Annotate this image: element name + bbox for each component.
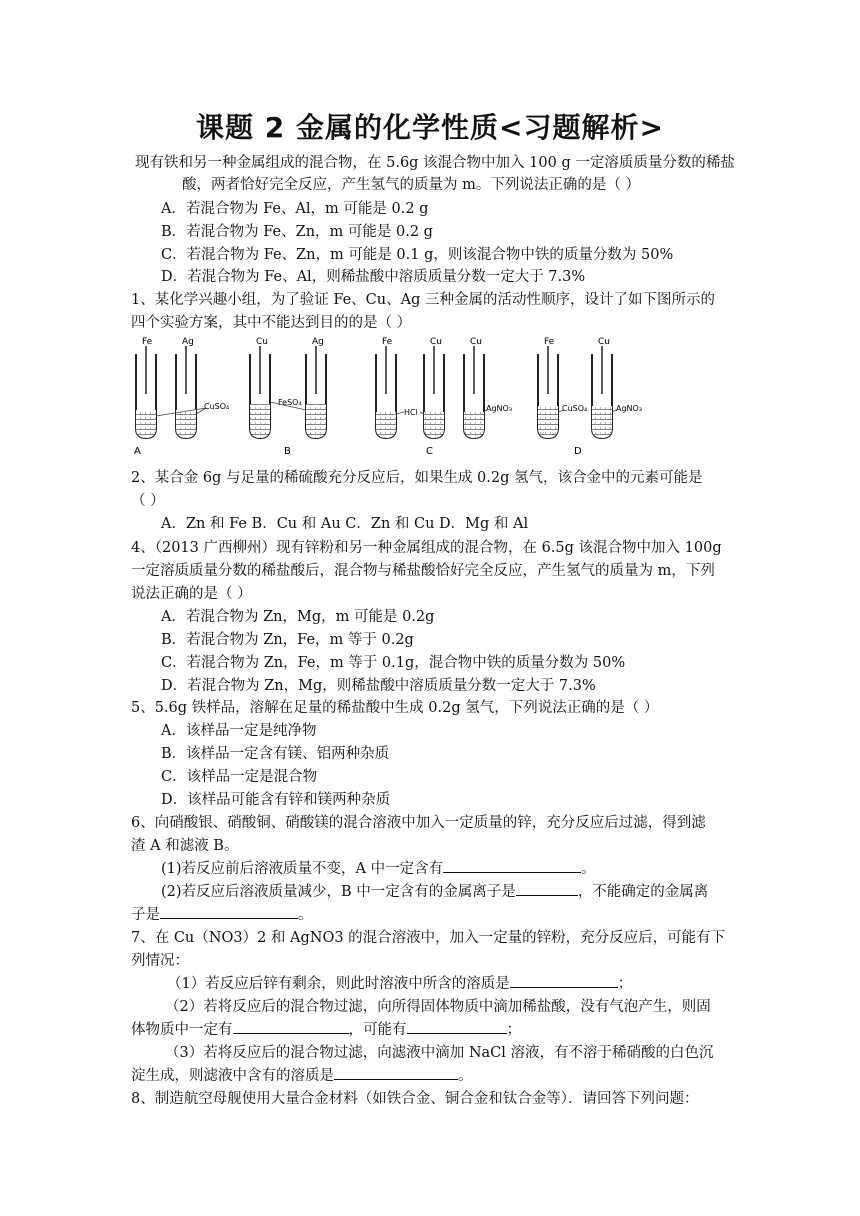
answer-blank[interactable] xyxy=(233,1019,349,1034)
q7-part-2-line-2 xyxy=(131,1019,521,1041)
intro-stem-line-2: 酸，两者恰好完全反应，产生氢气的质量为 m。下列说法正确的是（ ） xyxy=(182,177,640,193)
q7-stem-line-2: 列情况： xyxy=(131,953,189,969)
tube-label: Fe xyxy=(544,337,555,347)
q5-option-a: A．该样品一定是纯净物 xyxy=(161,723,317,739)
q7-part-1-text: （1）若反应后锌有剩余，则此时溶液中所含的溶质是 xyxy=(167,976,510,992)
q1-stem-line-1: 1、某化学兴趣小组，为了验证 Fe、Cu、Ag 三种金属的活动性顺序，设计了如下图所示的 xyxy=(131,292,715,308)
tube-label: Fe xyxy=(382,337,393,347)
answer-blank[interactable] xyxy=(160,904,298,919)
answer-blank[interactable] xyxy=(407,1019,507,1034)
answer-blank[interactable] xyxy=(510,973,618,988)
q7-part-2-line-2-text: 体物质中一定有 xyxy=(131,1022,233,1038)
q6-part-2-line-2 xyxy=(131,904,313,926)
reagent-label: AgNO₃ xyxy=(486,404,513,413)
panel-c-tubes xyxy=(376,346,486,438)
q7-part-3: （3）若将反应后的混合物过滤，向滤液中滴加 NaCl 溶液，有不溶于稀硝酸的白色沉 xyxy=(165,1045,714,1061)
tube-label: Cu xyxy=(430,337,442,347)
intro-option-d: D．若混合物为 Fe、Al，则稀盐酸中溶质质量分数一定大于 7.3% xyxy=(161,269,586,285)
q7-part-2: （2）若将反应后的混合物过滤，向所得固体物质中滴加稀盐酸，没有气泡产生，则固 xyxy=(165,999,711,1015)
q4-stem-line-3: 说法正确的是（ ） xyxy=(131,586,252,602)
q6-stem-line-1: 6、向硝酸银、硝酸铜、硝酸镁的混合溶液中加入一定质量的锌，充分反应后过滤，得到滤 xyxy=(131,815,706,831)
reagent-label: CuSO₄ xyxy=(562,404,588,413)
tube-label: Ag xyxy=(312,337,324,347)
q5-stem: 5、5.6g 铁样品，溶解在足量的稀盐酸中生成 0.2g 氢气，下列说法正确的是（ ） xyxy=(131,700,659,716)
q1-stem-line-2: 四个实验方案，其中不能达到目的的是（ ） xyxy=(131,315,412,331)
q7-part-2-line-2-end: ； xyxy=(506,1022,521,1038)
panel-label-b: B xyxy=(284,446,291,457)
q8-stem: 8、制造航空母舰使用大量合金材料（如铁合金、铜合金和钛合金等）．请回答下列问题： xyxy=(131,1091,699,1107)
intro-stem-line-1: 现有铁和另一种金属组成的混合物，在 5.6g 该混合物中加入 100 g 一定溶质质量分数的稀盐 xyxy=(135,155,735,171)
q4-option-c: C．若混合物为 Zn，Fe，m 等于 0.1g，混合物中铁的质量分数为 50% xyxy=(161,655,626,671)
tube-label: Cu xyxy=(470,337,482,347)
panel-label-d: D xyxy=(574,446,582,457)
test-tube-figure xyxy=(128,332,688,460)
q6-part-2-line-2-text: 子是 xyxy=(131,907,160,923)
q6-part-1-text: (1)若反应前后溶液质量不变，A 中一定含有 xyxy=(161,861,444,877)
q5-option-c: C．该样品一定是混合物 xyxy=(161,769,318,785)
q7-stem-line-1: 7、在 Cu（NO3）2 和 AgNO3 的混合溶液中，加入一定量的锌粉，充分反应后，可能有下 xyxy=(131,930,726,946)
intro-option-c: C．若混合物为 Fe、Zn，m 可能是 0.1 g，则该混合物中铁的质量分数为 50% xyxy=(161,247,674,263)
reagent-label: CuSO₄ xyxy=(204,402,230,411)
q6-part-2-mid: ，不能确定的金属离 xyxy=(577,884,709,900)
q4-stem-line-1: 4、（2013 广西柳州）现有锌粉和另一种金属组成的混合物，在 6.5g 该混合物中加入 100g xyxy=(131,540,722,556)
q2-stem-line-2: （ ） xyxy=(131,493,165,509)
q6-part-1 xyxy=(161,858,596,880)
q7-part-3-line-2-end: 。 xyxy=(458,1068,473,1084)
panel-label-c: C xyxy=(426,446,433,457)
q7-part-3-line-2-text: 淀生成，则滤液中含有的溶质是 xyxy=(131,1068,334,1084)
q6-part-2-line-2-end: 。 xyxy=(298,907,313,923)
tube-label: Fe xyxy=(142,337,153,347)
page-title: 课题 2 金属的化学性质<习题解析> xyxy=(196,111,664,144)
reagent-label: FeSO₄ xyxy=(278,398,302,407)
intro-option-a: A．若混合物为 Fe、Al，m 可能是 0.2 g xyxy=(161,201,429,217)
panel-a-tubes xyxy=(136,346,206,438)
q7-part-1 xyxy=(167,973,632,995)
q5-option-b: B．该样品一定含有镁、铝两种杂质 xyxy=(161,746,390,762)
q4-stem-line-2: 一定溶质质量分数的稀盐酸后，混合物与稀盐酸恰好完全反应，产生氢气的质量为 m，下列 xyxy=(131,563,715,579)
q7-part-2-line-2-mid: ，可能有 xyxy=(348,1022,407,1038)
q6-part-1-end: 。 xyxy=(581,861,596,877)
q6-stem-line-2: 渣 A 和滤液 B。 xyxy=(131,838,239,854)
q4-option-d: D．若混合物为 Zn，Mg，则稀盐酸中溶质质量分数一定大于 7.3% xyxy=(161,678,596,694)
answer-blank[interactable] xyxy=(516,881,578,896)
q4-option-b: B．若混合物为 Zn，Fe，m 等于 0.2g xyxy=(161,632,414,648)
q7-part-1-end: ； xyxy=(617,976,633,992)
q6-part-2 xyxy=(161,881,708,903)
panel-label-a: A xyxy=(134,446,141,457)
answer-blank[interactable] xyxy=(334,1065,458,1080)
q4-option-a: A．若混合物为 Zn，Mg，m 可能是 0.2g xyxy=(161,609,435,625)
q2-stem-line-1: 2、某合金 6g 与足量的稀硫酸充分反应后，如果生成 0.2g 氢气，该合金中的元素可能是 xyxy=(131,470,703,486)
q2-options: A．Zn 和 Fe B．Cu 和 Au C．Zn 和 Cu D．Mg 和 Al xyxy=(161,516,529,532)
panel-b-tubes xyxy=(250,346,326,438)
tube-label: Cu xyxy=(598,337,610,347)
panel-d-tubes xyxy=(538,346,616,438)
q5-option-d: D．该样品可能含有锌和镁两种杂质 xyxy=(161,792,391,808)
tube-label: Ag xyxy=(182,337,194,347)
q6-part-2-text: (2)若反应后溶液质量减少，B 中一定含有的金属离子是 xyxy=(161,884,516,900)
intro-option-b: B．若混合物为 Fe、Zn，m 可能是 0.2 g xyxy=(161,224,433,240)
q7-part-3-line-2 xyxy=(131,1065,473,1087)
tube-label: Cu xyxy=(256,337,268,347)
reagent-label: AgNO₃ xyxy=(616,404,643,413)
reagent-label: HCl xyxy=(404,408,418,417)
answer-blank[interactable] xyxy=(443,858,581,873)
